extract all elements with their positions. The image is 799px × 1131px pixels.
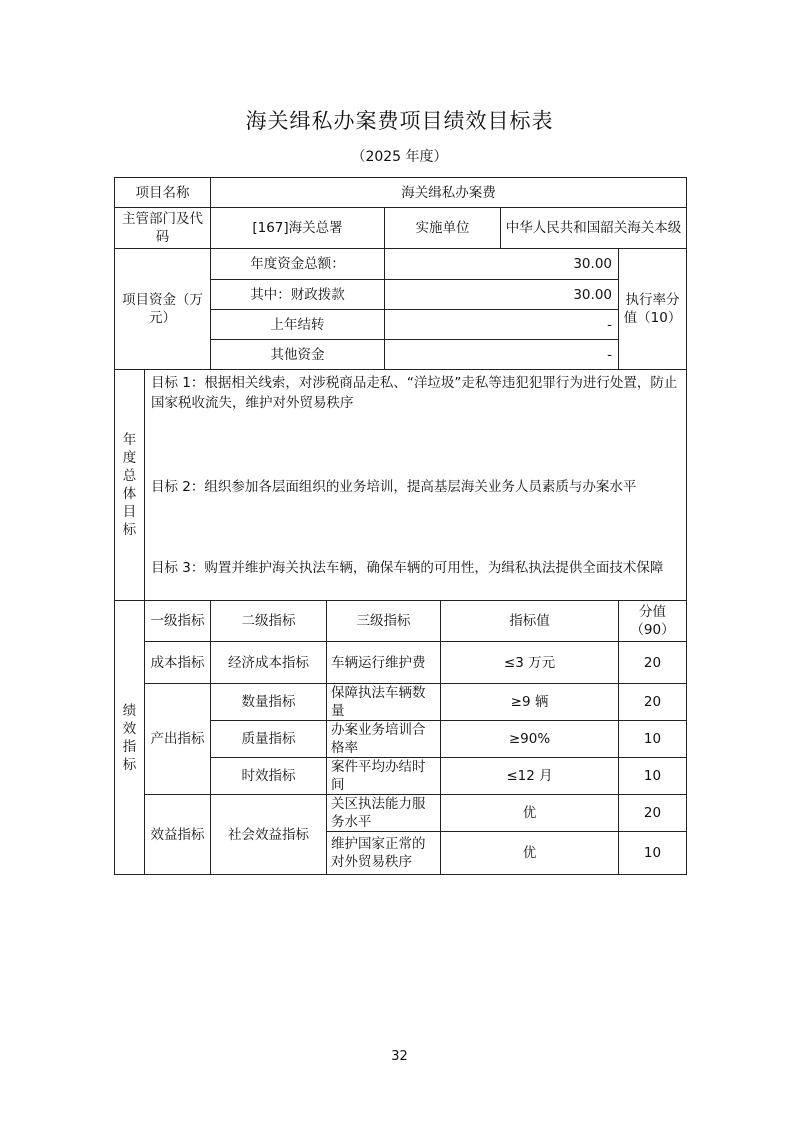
output-value-2: ≥90% — [441, 721, 619, 758]
page-title: 海关缉私办案费项目绩效目标表 — [245, 109, 554, 133]
impl-label: 实施单位 — [385, 208, 501, 249]
header-level3: 三级指标 — [327, 601, 441, 642]
output-level1: 产出指标 — [145, 684, 211, 795]
output-level2-3: 时效指标 — [211, 758, 327, 795]
goal-1: 目标 1：根据相关线索，对涉税商品走私、“洋垃圾”走私等违犯犯罪行为进行处置，防止国家税收流失，维护对外贸易秩序 — [151, 375, 678, 411]
cost-level1: 成本指标 — [145, 642, 211, 684]
benefit-score-1: 20 — [619, 795, 687, 832]
funds-other-label: 其他资金 — [211, 340, 385, 370]
cost-level2: 经济成本指标 — [211, 642, 327, 684]
cost-score: 20 — [619, 642, 687, 684]
funds-fiscal-value: 30.00 — [385, 280, 619, 310]
cost-level3: 车辆运行维护费 — [327, 642, 441, 684]
funds-other-value: - — [385, 340, 619, 370]
output-score-3: 10 — [619, 758, 687, 795]
benefit-value-2: 优 — [441, 832, 619, 875]
output-level3-2: 办案业务培训合格率 — [327, 721, 441, 758]
output-score-1: 20 — [619, 684, 687, 721]
output-row-1 — [115, 684, 687, 721]
page-number: 32 — [391, 1049, 408, 1064]
output-level2-1: 数量指标 — [211, 684, 327, 721]
perf-label: 绩效指标 — [115, 601, 145, 875]
output-level3-3: 案件平均办结时间 — [327, 758, 441, 795]
dept-row — [115, 208, 687, 249]
header-level2: 二级指标 — [211, 601, 327, 642]
indicator-header-row — [115, 601, 687, 642]
funds-total-value: 30.00 — [385, 249, 619, 280]
project-name-value: 海关缉私办案费 — [211, 178, 687, 208]
goals-label: 年度总体目标 — [115, 370, 145, 601]
output-level2-2: 质量指标 — [211, 721, 327, 758]
page-subtitle: （2025 年度） — [351, 149, 448, 165]
benefit-level2: 社会效益指标 — [211, 795, 327, 875]
funds-fiscal-label: 其中：财政拨款 — [211, 280, 385, 310]
goal-2: 目标 2：组织参加各层面组织的业务培训，提高基层海关业务人员素质与办案水平 — [151, 479, 637, 495]
output-value-3: ≤12 月 — [441, 758, 619, 795]
benefit-level1: 效益指标 — [145, 795, 211, 875]
exec-rate-label: 执行率分值（10） — [619, 249, 687, 370]
performance-table — [114, 177, 687, 875]
impl-value: 中华人民共和国韶关海关本级 — [501, 208, 687, 249]
output-score-2: 10 — [619, 721, 687, 758]
project-name-row — [115, 178, 687, 208]
funds-total-label: 年度资金总额： — [211, 249, 385, 280]
benefit-score-2: 10 — [619, 832, 687, 875]
funds-label: 项目资金（万元） — [115, 249, 211, 370]
dept-label: 主管部门及代码 — [115, 208, 211, 249]
benefit-level3-2: 维护国家正常的对外贸易秩序 — [327, 832, 441, 875]
header-score: 分值（90） — [619, 601, 687, 642]
output-value-1: ≥9 辆 — [441, 684, 619, 721]
funds-total-row — [115, 249, 687, 280]
goals-cell — [145, 370, 687, 601]
header-level1: 一级指标 — [145, 601, 211, 642]
goals-row — [115, 370, 687, 601]
funds-carry-value: - — [385, 310, 619, 340]
funds-carry-label: 上年结转 — [211, 310, 385, 340]
header-value: 指标值 — [441, 601, 619, 642]
project-name-label: 项目名称 — [115, 178, 211, 208]
benefit-value-1: 优 — [441, 795, 619, 832]
cost-row — [115, 642, 687, 684]
output-level3-1: 保障执法车辆数量 — [327, 684, 441, 721]
cost-value: ≤3 万元 — [441, 642, 619, 684]
goal-3: 目标 3：购置并维护海关执法车辆，确保车辆的可用性，为缉私执法提供全面技术保障 — [151, 560, 664, 576]
benefit-row-1 — [115, 795, 687, 832]
dept-value: [167]海关总署 — [211, 208, 385, 249]
benefit-level3-1: 关区执法能力服务水平 — [327, 795, 441, 832]
